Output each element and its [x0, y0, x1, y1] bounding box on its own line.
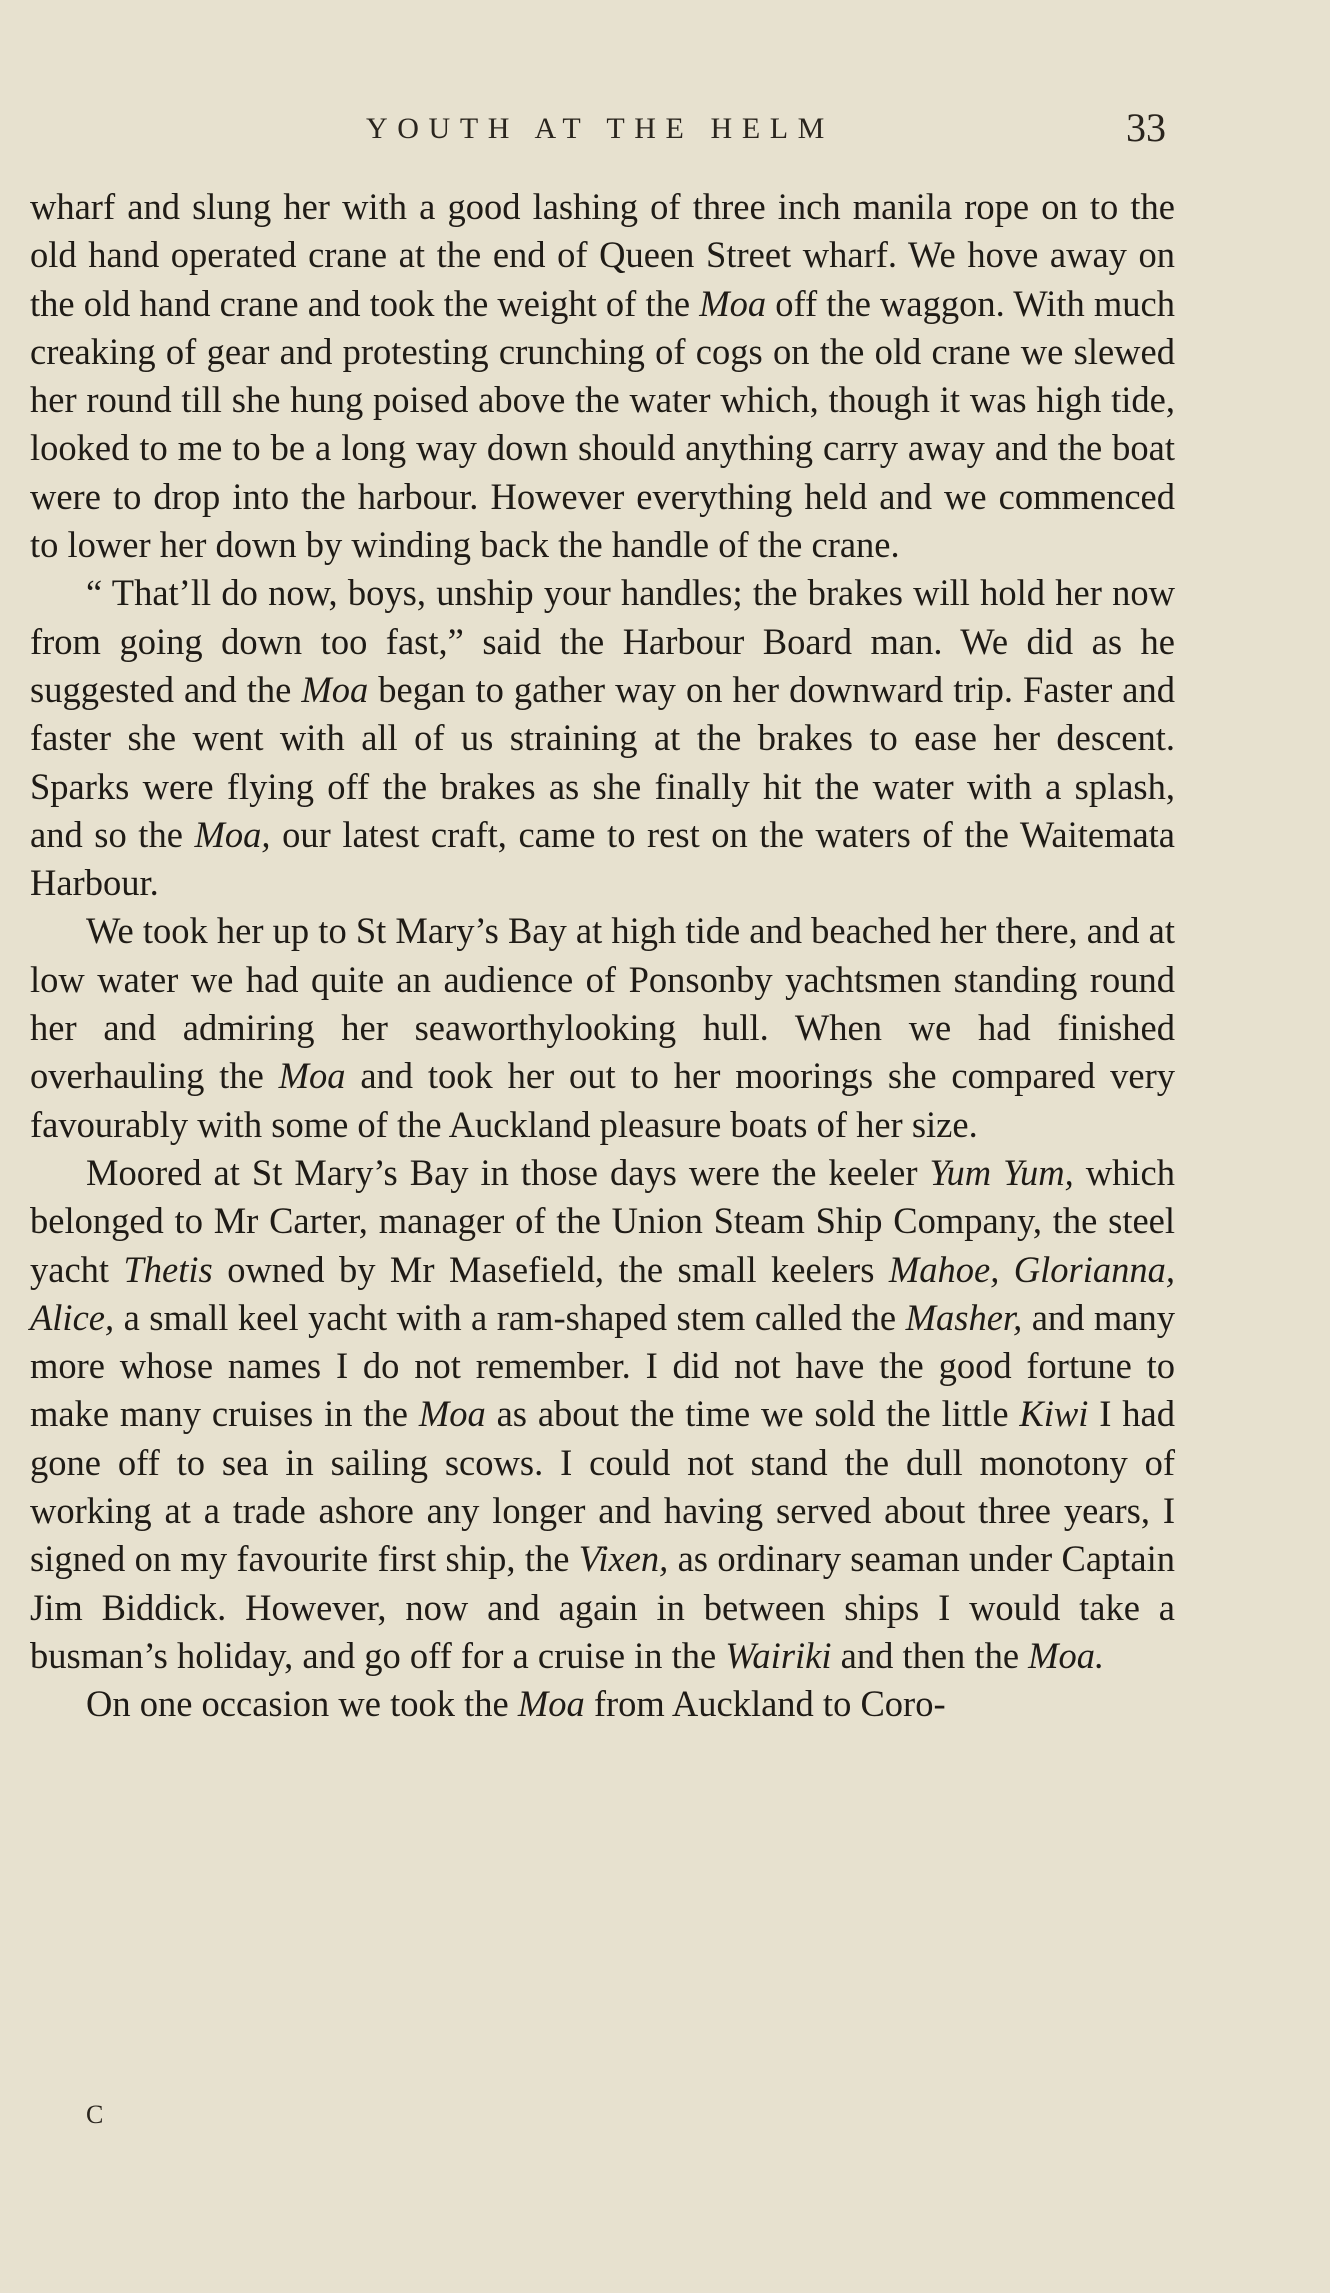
body-text: [30, 183, 1175, 1729]
text-run: owned by Mr Masefield, the small keelers: [212, 1248, 889, 1290]
text-run: and then the: [831, 1634, 1029, 1676]
text-run: On one occasion we took the: [86, 1683, 518, 1725]
text-run: wharf and slung her with a good lashing of three inch manila rope on to the old hand operated crane at the end of Queen Street wharf. We hove away on the old hand crane and took the weight of the: [30, 186, 1175, 324]
text-run: “ That’ll do now, boys, unship your handles; the brakes will hold her now from going down too fast,” said the Harbour Board man. We did as he suggested and the: [30, 572, 1175, 710]
text-run: and many more whose names I do not remember. I did not have the good fortune to make many cruises in the: [30, 1296, 1175, 1435]
italic-run: Yum Yum,: [929, 1151, 1074, 1193]
text-run: as ordinary seaman under Captain Jim Biddick. However, now and again in between ships I would take a busman’s holiday, and go off for a cruise in the: [30, 1538, 1175, 1676]
page-number: 33: [1126, 105, 1166, 150]
italic-run: Masher,: [905, 1296, 1023, 1338]
text-run: and took her out to her moorings she compared very favourably with some of the Auckland pleasure boats of her size.: [30, 1055, 1175, 1145]
text-run: which belonged to Mr Carter, manager of the Union Steam Ship Company, the steel yacht: [30, 1151, 1175, 1290]
italic-run: Moa,: [194, 813, 271, 855]
paragraph-3: [30, 907, 1175, 1148]
italic-run: Moa: [418, 1393, 486, 1435]
running-head: [0, 104, 1330, 154]
paragraph-4: [30, 1149, 1175, 1680]
italic-run: Moa.: [1028, 1634, 1105, 1676]
italic-run: Thetis: [123, 1248, 213, 1290]
text-run: a small keel yacht with a ram-shaped stem called the: [114, 1296, 906, 1338]
paragraph-2: [30, 569, 1175, 907]
text-run: I had gone off to sea in sailing scows. I could not stand the dull monotony of working at a trade ashore any longer and having served about three years, I signed on my favourite first ship, the: [30, 1393, 1175, 1580]
running-title: YOUTH AT THE HELM: [366, 112, 834, 145]
text-run: Moored at St Mary’s Bay in those days were the keeler: [86, 1151, 930, 1193]
paragraph-1: [30, 183, 1175, 569]
italic-run: Mahoe, Glorianna, Alice,: [30, 1248, 1176, 1338]
text-run: We took her up to St Mary’s Bay at high tide and beached her there, and at low water we had quite an audience of Ponsonby yachtsmen standing round her and admiring her seaworthylooking hull. When we had finished overhauling the: [30, 910, 1175, 1097]
italic-run: Moa: [699, 282, 767, 324]
italic-run: Moa: [517, 1683, 585, 1725]
italic-run: Moa: [301, 668, 369, 710]
text-run: from Auckland to Coro-: [584, 1683, 946, 1725]
text-run: began to gather way on her downward trip. Faster and faster she went with all of us straining at the brakes to ease her descent. Sparks were flying off the brakes as she finally hit the water with a splash, and so the: [30, 668, 1175, 855]
italic-run: Vixen,: [578, 1538, 669, 1580]
signature-mark: C: [86, 2100, 104, 2129]
text-run: our latest craft, came to rest on the waters of the Waitemata Harbour.: [30, 813, 1176, 904]
text-run: as about the time we sold the little: [485, 1393, 1020, 1435]
paragraph-5: [30, 1680, 1175, 1728]
text-run: off the waggon. With much creaking of gear and protesting crunching of cogs on the old crane we slewed her round till she hung poised above the water which, though it was high tide, looked to me to be a long way down should anything carry away and the boat were to drop into the harbour. However everything held and we commenced to lower her down by winding back the handle of the crane.: [30, 282, 1175, 566]
italic-run: Moa: [278, 1055, 346, 1097]
italic-run: Wairiki: [725, 1634, 832, 1676]
italic-run: Kiwi: [1019, 1393, 1089, 1435]
